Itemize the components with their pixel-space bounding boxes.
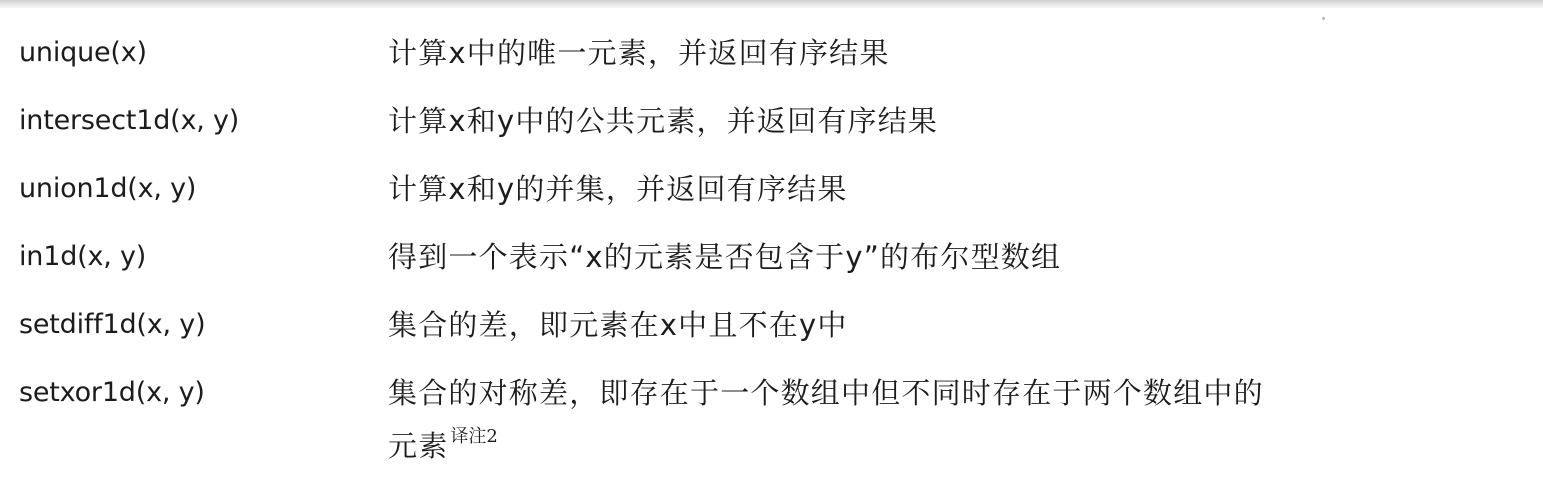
function-description: 集合的差，即元素在x中且不在y中 [388, 308, 848, 342]
function-description: 得到一个表示“x的元素是否包含于y”的布尔型数组 [388, 240, 1062, 274]
function-name: union1d(x, y) [19, 173, 197, 204]
function-description: 计算x和y的并集，并返回有序结果 [388, 172, 848, 206]
function-description: 计算x和y中的公共元素，并返回有序结果 [388, 104, 939, 138]
function-description: 集合的对称差，即存在于一个数组中但不同时存在于两个数组中的 [388, 376, 1264, 410]
footnote-marker: 译注2 [450, 426, 498, 447]
function-name: unique(x) [19, 37, 147, 68]
continued-text: 元素 [388, 429, 449, 463]
function-name: intersect1d(x, y) [19, 105, 240, 136]
function-description: 计算x中的唯一元素，并返回有序结果 [388, 36, 890, 70]
function-name: in1d(x, y) [19, 241, 147, 272]
function-name: setdiff1d(x, y) [19, 309, 206, 340]
function-description-continued [388, 419, 1538, 464]
function-description-block [388, 375, 1538, 464]
function-name: setxor1d(x, y) [19, 377, 205, 408]
